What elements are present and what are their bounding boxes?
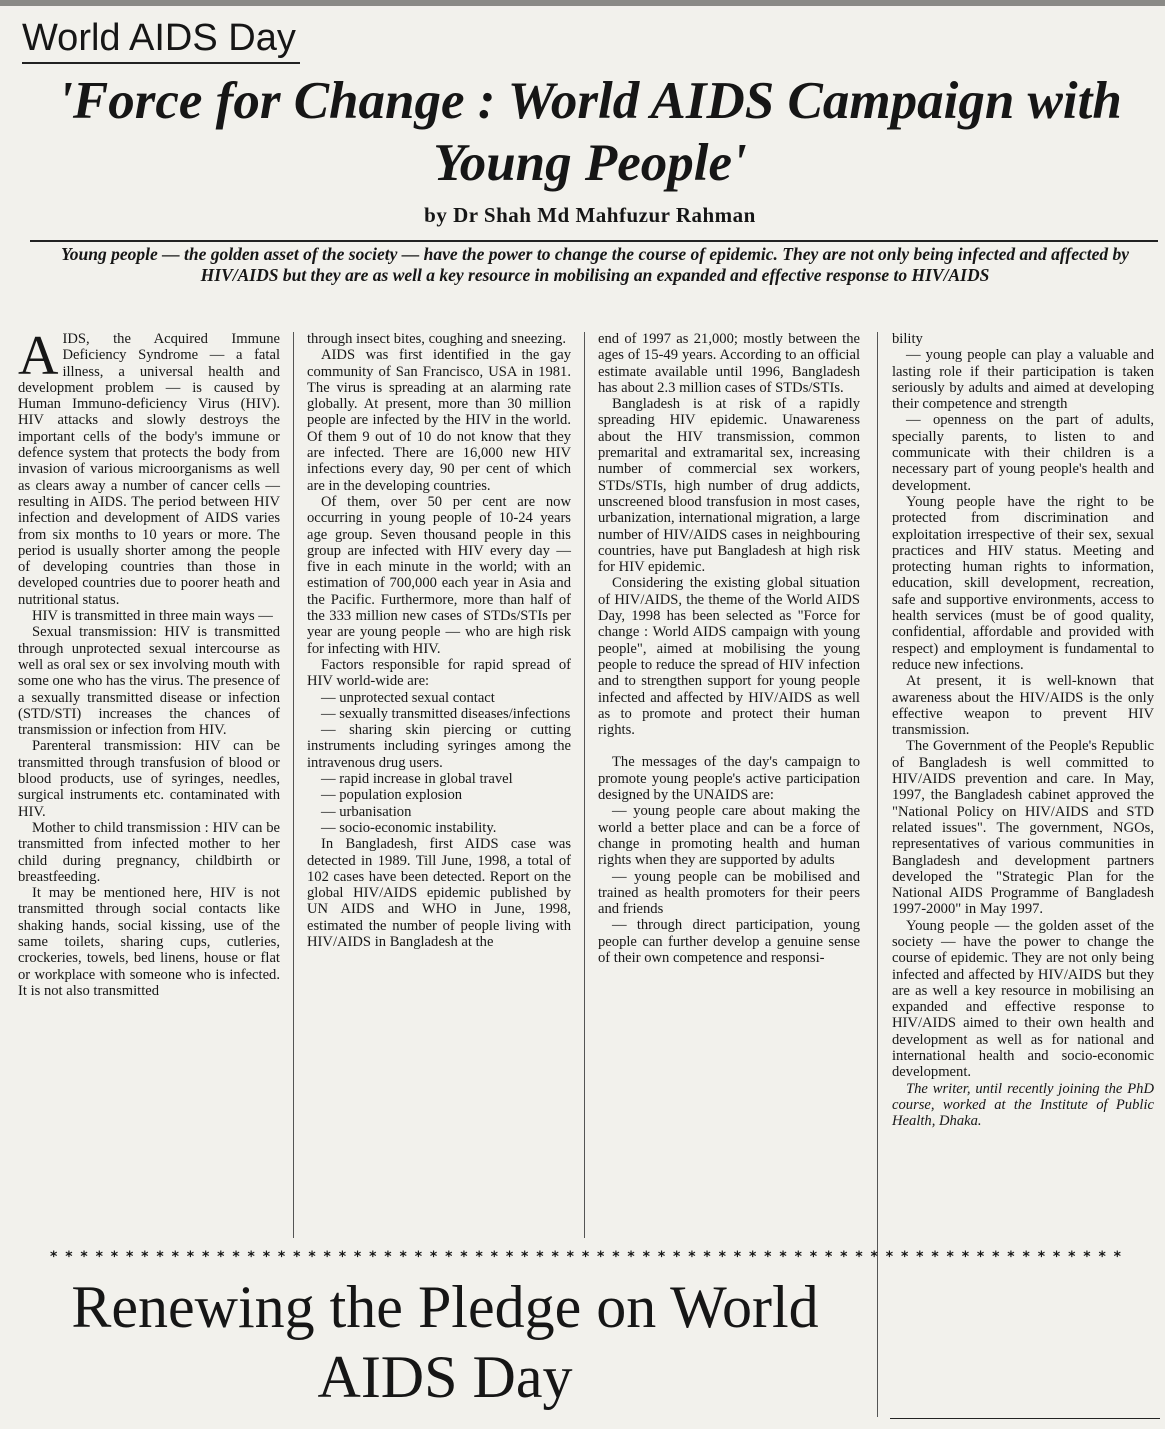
paragraph: Considering the existing global situation of HIV/AIDS, the theme of the World AIDS Day, 1998 has been selected as "Force for change : World AIDS campaign with young people", aimed at mobilising the young people to reduce the spread of HIV infection and to strengthen support for young people infected and affected by HIV/AIDS as well as to promote and protect their human rights. xyxy=(598,575,860,739)
list-item: — young people can be mobilised and trained as health promoters for their peers and friends xyxy=(598,868,860,918)
column-3 xyxy=(598,331,860,1239)
paragraph: At present, it is well-known that awareness about the HIV/AIDS is the only effective weapon to prevent HIV transmission. xyxy=(892,673,1154,739)
list-item: — socio-economic instability. xyxy=(321,819,497,836)
author-credit: The writer, until recently joining the PhD course, worked at the Institute of Public Health, Dhaka. xyxy=(892,1080,1154,1130)
list-item: — sexually transmitted diseases/infections xyxy=(321,705,571,722)
paragraph: The messages of the day's campaign to promote young people's active participation designed by the UNAIDS are: xyxy=(598,754,860,804)
list-item: — sharing skin piercing or cutting instruments including syringes among the intravenous drug users. xyxy=(307,722,571,771)
paragraph: Young people — the golden asset of the society — have the power to change the course of epidemic. They are not only being infected and affected by HIV/AIDS but they are as well a key resource in mobilising an expanded and effective response to HIV/AIDS aimed to their own health and development as well as for national and international health and socio-economic development. xyxy=(892,917,1154,1081)
paragraph: through insect bites, coughing and sneezing. xyxy=(307,331,566,347)
column-rule xyxy=(293,332,294,1238)
list-item: — urbanisation xyxy=(321,803,412,820)
paragraph: end of 1997 as 21,000; mostly between the ages of 15-49 years. According to an official estimate available until 1996, Bangladesh has about 2.3 million cases of STDs/STIs. xyxy=(598,331,860,396)
column-2 xyxy=(307,331,571,1239)
paragraph: Sexual transmission: HIV is transmitted through unprotected sexual intercourse as well as oral sex or sex involving mouth with some one who has the virus. The presence of a sexually transmitted disease or infection (STD/STI) increases the chances of transmission or infection from HIV. xyxy=(18,624,280,739)
paragraph: It may be mentioned here, HIV is not transmitted through social contacts like shaking hands, social kissing, use of the same toilets, sharing cups, cutleries, crockeries, towels, bed linens, house or flat or workplace with someone who is infected. It is not also transmitted xyxy=(18,885,280,999)
list-item: — young people care about making the world a better place and can be a force of change in promoting health and human rights when they are supported by adults xyxy=(598,803,860,869)
column-1 xyxy=(18,325,280,1239)
paragraph: HIV is transmitted in three main ways — xyxy=(32,608,273,625)
second-headline: Renewing the Pledge on World AIDS Day xyxy=(71,1274,819,1410)
section-kicker: World AIDS Day xyxy=(22,14,300,64)
paragraph: Parenteral transmission: HIV can be transmitted through transfusion of blood or blood products, use of syringes, needles, surgical instruments etc. contaminated with HIV. xyxy=(18,738,280,820)
paragraph: bility xyxy=(892,331,923,347)
paragraph: Young people have the right to be protected from discrimination and exploitation irrespective of their sex, sexual practices and HIV status. Meeting and protecting human rights to information, education, skill development, recreation, safe and supportive environments, access to health services (must be of good quality, confidential, affordable and provided with respect) and employment is fundamental to reduce new infections. xyxy=(892,493,1154,673)
paragraph: AIDS, the Acquired Immune Deficiency Syndrome — a fatal illness, a universal health and development problem — is caused by Human Immuno-deficiency Virus (HIV). HIV attacks and slowly destroys the important cells of the body's immune or defence system that protects the body from invasion of various microorganisms as well as clears away a number of cancer cells — resulting in AIDS. The period between HIV infection and development of AIDS varies from six months to 10 years or more. The period is usually shorter among the people of developing countries than those in developed countries due to poorer heath and nutritional status. xyxy=(18,325,280,608)
top-rule xyxy=(0,0,1165,6)
list-item: — population explosion xyxy=(321,787,463,804)
list-item: — through direct participation, young people can further develop a genuine sense of their own competence and responsi- xyxy=(598,917,860,966)
paragraph: AIDS was first identified in the gay community of San Francisco, USA in 1981. The virus is spreading at an alarming rate globally. At present, more than 30 million people are infected by the HIV in the world. Of them 9 out of 10 do not know that they are infected. There are 16,000 new HIV infections every day, 90 per cent of which are in the developing countries. xyxy=(307,347,571,494)
paragraph: Of them, over 50 per cent are now occurring in young people of 10-24 years age group. Seven thousand people in this group are infected with HIV every day — five in each minute in the world; with an estimation of 700,000 each year in Asia and the Pacific. Furthermore, more than half of the 333 million new cases of STDs/STIs per year are young people — who are high risk for infecting with HIV. xyxy=(307,493,571,657)
drop-cap: A xyxy=(18,325,59,387)
deck-rule xyxy=(30,240,1158,242)
paragraph: The Government of the People's Republic of Bangladesh is well committed to HIV/AIDS prevention and care. In May, 1997, the Bangladesh cabinet approved the "National Policy on HIV/AIDS and STD related issues". The government, NGOs, representatives of various communities in Bangladesh and development partners developed the "Strategic Plan for the National AIDS Programme of Bangladesh 1997-2000" in May 1997. xyxy=(892,738,1154,918)
list-item: — rapid increase in global travel xyxy=(321,771,513,788)
paragraph: Factors responsible for rapid spread of HIV world-wide are: xyxy=(307,656,571,690)
article-byline: by Dr Shah Md Mahfuzur Rahman xyxy=(424,203,756,227)
star-separator: * * * * * * * * * * * * * * * * * * * * * * * * * * * * * * * * * * * * * * * * * * * * * * * * * * * * * * * * * * * * * * * * * * * * * * * xyxy=(50,1249,1123,1265)
bottom-rule xyxy=(890,1418,1160,1419)
list-item: — young people can play a valuable and lasting role if their participation is taken seriously by adults and aimed at developing their competence and strength xyxy=(892,347,1154,413)
list-item: — unprotected sexual contact xyxy=(321,689,495,706)
column-rule xyxy=(584,332,585,1238)
article-deck: Young people — the golden asset of the society — have the power to change the course of epidemic. They are not only being infected and affected by HIV/AIDS but they are as well a key resource in mobilising an expanded and effective response to HIV/AIDS xyxy=(60,244,1129,285)
paragraph: In Bangladesh, first AIDS case was detected in 1989. Till June, 1998, a total of 102 cases have been detected. Report on the global HIV/AIDS epidemic published by UN AIDS and WHO in June, 1998, estimated the number of people living with HIV/AIDS in Bangladesh at the xyxy=(307,836,571,950)
paragraph: Bangladesh is at risk of a rapidly spreading HIV epidemic. Unawareness about the HIV transmission, common premarital and extramarital sex, increasing number of commercial sex workers, STDs/STIs, high number of drug addicts, unscreened blood transfusion in most cases, urbanization, international migration, a large number of HIV/AIDS cases in neighbouring countries, have put Bangladesh at high risk for HIV epidemic. xyxy=(598,396,860,576)
paragraph: Mother to child transmission : HIV can be transmitted from infected mother to her child during pregnancy, childbirth or breastfeeding. xyxy=(18,819,280,885)
list-item: — openness on the part of adults, specially parents, to listen to and communicate with their children is a necessary part of young people's health and development. xyxy=(892,412,1154,494)
article-headline: 'Force for Change : World AIDS Campaign with Young People' xyxy=(58,72,1122,192)
